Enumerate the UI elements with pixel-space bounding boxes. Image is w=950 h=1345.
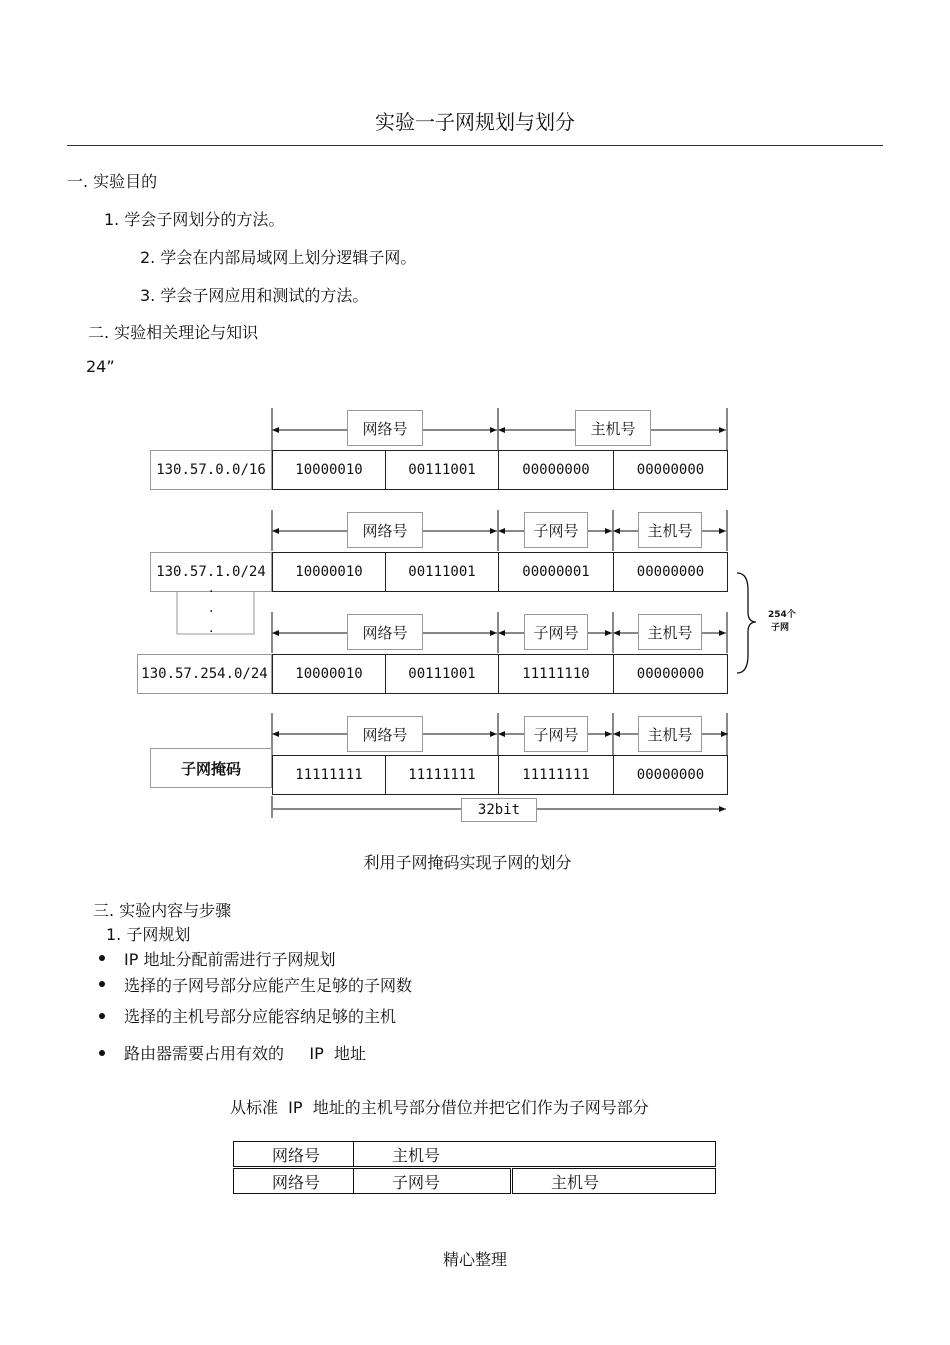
brace-label-subnet: 子网 xyxy=(771,623,790,633)
bit-cell: 00000001 xyxy=(498,552,614,592)
bit-cell: 00000000 xyxy=(498,450,614,490)
network-header: 网络号 xyxy=(347,614,423,650)
section1-item-3: 3. 学会子网应用和测试的方法。 xyxy=(140,286,369,305)
bit-cell: 10000010 xyxy=(272,450,386,490)
section3-heading: 三. 实验内容与步骤 xyxy=(93,901,232,920)
bit-cell: 00000000 xyxy=(613,755,728,795)
bit-cell: 00000000 xyxy=(613,654,728,694)
bullet-dot xyxy=(99,1013,105,1019)
brace-label-count: 254个 xyxy=(768,610,796,620)
ellipsis-dot: . xyxy=(209,620,214,636)
ellipsis-dot: . xyxy=(209,580,214,596)
subnet-header: 子网号 xyxy=(524,716,588,752)
page-footer: 精心整理 xyxy=(442,1250,507,1269)
section1-heading: 一. 实验目的 xyxy=(67,172,158,191)
figure-caption: 利用子网掩码实现子网的划分 xyxy=(363,853,572,872)
bit-cell: 11111110 xyxy=(498,654,614,694)
bit-cell: 00000000 xyxy=(613,450,728,490)
table-cell-host: 主机号 xyxy=(512,1168,716,1194)
host-header: 主机号 xyxy=(638,614,702,650)
host-header: 主机号 xyxy=(638,512,702,548)
bullet-dot xyxy=(99,955,105,961)
bit-cell: 00111001 xyxy=(385,552,499,592)
section1-item-2: 2. 学会在内部局域网上划分逻辑子网。 xyxy=(140,248,417,267)
section2-heading: 二. 实验相关理论与知识 xyxy=(88,323,259,342)
doc-title: 实验一子网规划与划分 xyxy=(375,110,575,134)
host-header: 主机号 xyxy=(638,716,702,752)
bit-cell: 11111111 xyxy=(498,755,614,795)
ip-label-2: 130.57.1.0/24 xyxy=(150,552,272,592)
borrow-paragraph: 从标准 IP 地址的主机号部分借位并把它们作为子网号部分 xyxy=(230,1098,649,1117)
bit-cell: 00111001 xyxy=(385,450,499,490)
bit-cell: 00000000 xyxy=(613,552,728,592)
section2-note: 24” xyxy=(86,357,115,376)
bit-cell: 00111001 xyxy=(385,654,499,694)
bit-cell: 11111111 xyxy=(385,755,499,795)
host-header: 主机号 xyxy=(575,410,651,446)
bullet-dot xyxy=(99,981,105,987)
bullet-item-2: 选择的子网号部分应能产生足够的子网数 xyxy=(124,976,413,995)
bit-cell: 11111111 xyxy=(272,755,386,795)
network-header: 网络号 xyxy=(347,410,423,446)
ellipsis-dot: . xyxy=(209,600,214,616)
subnet-header: 子网号 xyxy=(524,614,588,650)
bullet-item-4: 路由器需要占用有效的 IP 地址 xyxy=(124,1044,366,1063)
table-cell-network: 网络号 xyxy=(233,1141,354,1167)
network-header: 网络号 xyxy=(347,512,423,548)
ip-label-1: 130.57.0.0/16 xyxy=(150,450,272,490)
section1-item-1: 1. 学会子网划分的方法。 xyxy=(104,210,285,229)
network-header: 网络号 xyxy=(347,716,423,752)
bit-cell: 10000010 xyxy=(272,654,386,694)
section3-subheading: 1. 子网规划 xyxy=(106,925,191,944)
subnet-header: 子网号 xyxy=(524,512,588,548)
table-cell-subnet: 子网号 xyxy=(353,1168,511,1194)
table-cell-host: 主机号 xyxy=(353,1141,716,1167)
bit-cell: 10000010 xyxy=(272,552,386,592)
bullet-item-1: IP 地址分配前需进行子网规划 xyxy=(124,950,336,969)
bullet-dot xyxy=(99,1050,105,1056)
table-cell-network: 网络号 xyxy=(233,1168,354,1194)
bullet-item-3: 选择的主机号部分应能容纳足够的主机 xyxy=(124,1007,397,1026)
ip-label-3: 130.57.254.0/24 xyxy=(137,654,272,694)
bit-width-label: 32bit xyxy=(461,798,537,822)
mask-label: 子网掩码 xyxy=(150,748,272,788)
